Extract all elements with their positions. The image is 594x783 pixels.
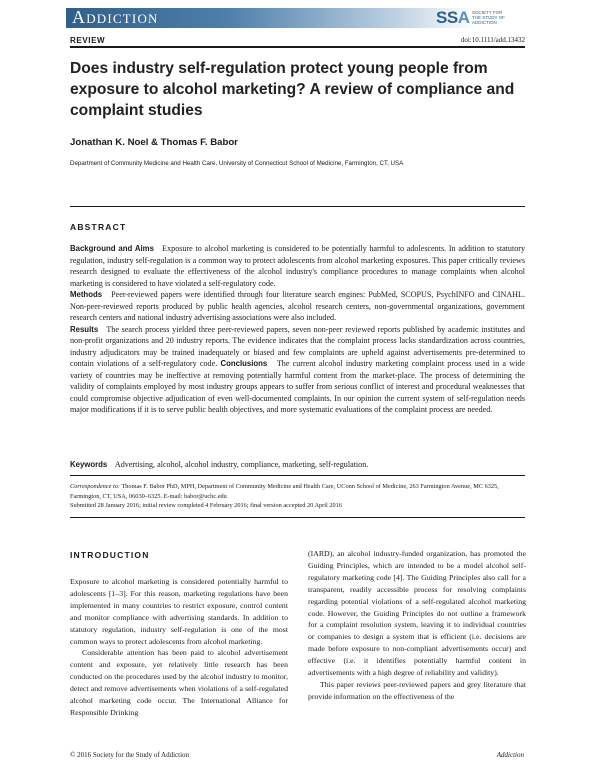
header-rule xyxy=(70,46,525,48)
submission-dates: Submitted 28 January 2016; initial review completed 4 February 2016; final version accepted 20 April 2016 xyxy=(70,502,342,509)
footer-journal: Addiction xyxy=(496,751,524,759)
keywords xyxy=(70,460,525,469)
article-title: Does industry self-regulation protect young people from exposure to alcohol marketing? A review of compliance and complaint studies xyxy=(70,60,515,119)
abstract-label-results: Results xyxy=(70,324,99,334)
paragraph: This paper reviews peer-reviewed papers and grey literature that provide information on the effectiveness of the xyxy=(308,679,526,701)
divider xyxy=(70,517,525,518)
abstract-label-methods: Methods xyxy=(70,290,103,299)
introduction-heading: INTRODUCTION xyxy=(70,550,150,560)
abstract-body xyxy=(70,243,525,416)
ssa-logo-icon: SSA xyxy=(436,8,470,27)
correspondence xyxy=(70,482,525,502)
copyright: © 2016 Society for the Study of Addiction xyxy=(70,751,190,759)
journal-name: Addiction xyxy=(72,7,159,27)
paragraph: Considerable attention has been paid to alcohol advertisement content and exposure, yet relatively little research has been conducted on the procedures used by the alcohol industry to monitor, detect and remove advertisements when violations of a self-regulated alcohol marketing code occur. The International Alliance for Responsible Drinking xyxy=(70,648,288,717)
authors: Jonathan K. Noel & Thomas F. Babor xyxy=(70,137,238,148)
abstract-text-results: The search process yielded three peer-reviewed papers, seven non-peer reviewed reports published by academic institutes and non-profit organizations and 20 industry reports. The evidence indicates that the complaint process lacks standardization across countries, industry adjudicators may be trained inadequately or biased and few complaints are upheld against advertisements pre-determined to contain violations of a self-regulatory code. xyxy=(70,324,525,368)
body-column-left xyxy=(70,576,288,719)
paragraph: Exposure to alcohol marketing is considered potentially harmful to adolescents [1–3]. For this reason, marketing regulations have been implemented in many countries to restrict exposure, control content and monitor compliance with advertising standards. In addition to statutory regulation, industry self-regulation is one of the most common ways to protect adolescents from alcohol marketing. xyxy=(70,577,288,646)
abstract-text-conclusions: The current alcohol industry marketing complaint process used in a wide variety of countries may be ineffective at removing potentially harmful content from the market-place. The process of determining the validity of complaints employed by most industry groups appears to suffer from serious conflict of interest and procedural weaknesses that could compromise objective adjudication of even well-documented complaints. In our opinion the current system of self-regulation needs major modifications if it is to serve public health objectives, and more systematic evaluations of the complaint process are needed. xyxy=(70,359,525,414)
abstract-label-conclusions: Conclusions xyxy=(220,359,268,368)
divider xyxy=(70,206,525,207)
paragraph: (IARD), an alcohol industry-funded organization, has promoted the Guiding Principles, which are intended to be a model alcohol self-regulatory marketing code [4]. The Guiding Principles also call for a transparent, readily accessible process for resolving complaints regarding potential violations of a self-regulated alcohol marketing code. However, the Guiding Principles do not outline a framework for a complaint resolution system, leaving it to individual countries or companies to design a system that is efficient (i.e. decisions are made before exposure to non-compliant advertisements occur) and effective (i.e. it identifies potentially harmful content in advertisements with a high degree of reliability and validity). xyxy=(308,549,526,678)
masthead xyxy=(66,8,526,29)
publisher-logo-subtitle: SOCIETY FOR THE STUDY OF ADDICTION xyxy=(472,10,505,25)
doi[interactable]: doi:10.1111/add.13432 xyxy=(460,36,525,44)
divider xyxy=(70,475,525,476)
keywords-text: Advertising, alcohol, alcohol industry, compliance, marketing, self-regulation. xyxy=(114,460,369,469)
abstract-text-background: Exposure to alcohol marketing is considered to be potentially harmful to adolescents. In addition to statutory regulation, industry self-regulation is a common way to protect adolescents from alcohol marketing exposures. This paper critically reviews research designed to evaluate the effectiveness of the alcohol industry's compliance procedures to manage complaints when alcohol marketing is considered to have violated a self-regulatory code. xyxy=(70,244,525,288)
section-label: REVIEW xyxy=(70,36,106,45)
abstract-label-background: Background and Aims xyxy=(70,244,154,253)
abstract-heading: ABSTRACT xyxy=(70,222,127,232)
body-column-right xyxy=(308,548,526,703)
abstract-text-methods: Peer-reviewed papers were identified through four literature search engines: PubMed, SCOPUS, PsychINFO and CINAHL. Non-peer-reviewed reports produced by public health agencies, alcohol research centers, non-governmental organizations, government research centers and national industry advertising associations were also included. xyxy=(70,290,525,322)
journal-banner xyxy=(66,8,476,28)
correspondence-text: Thomas F. Babor PhD, MPH, Department of Community Medicine and Health Care, UConn School of Medicine, 263 Farmington Avenue, MC 6325, Farmington, CT, USA, 06030–6325. E-mail: babor@uchc.edu xyxy=(70,483,499,500)
correspondence-label: Correspondence to: xyxy=(70,483,120,490)
affiliation: Department of Community Medicine and Health Care, University of Connecticut School of Medicine, Farmington, CT, USA xyxy=(70,160,404,167)
keywords-label: Keywords xyxy=(70,460,108,469)
publisher-logo xyxy=(436,8,546,30)
